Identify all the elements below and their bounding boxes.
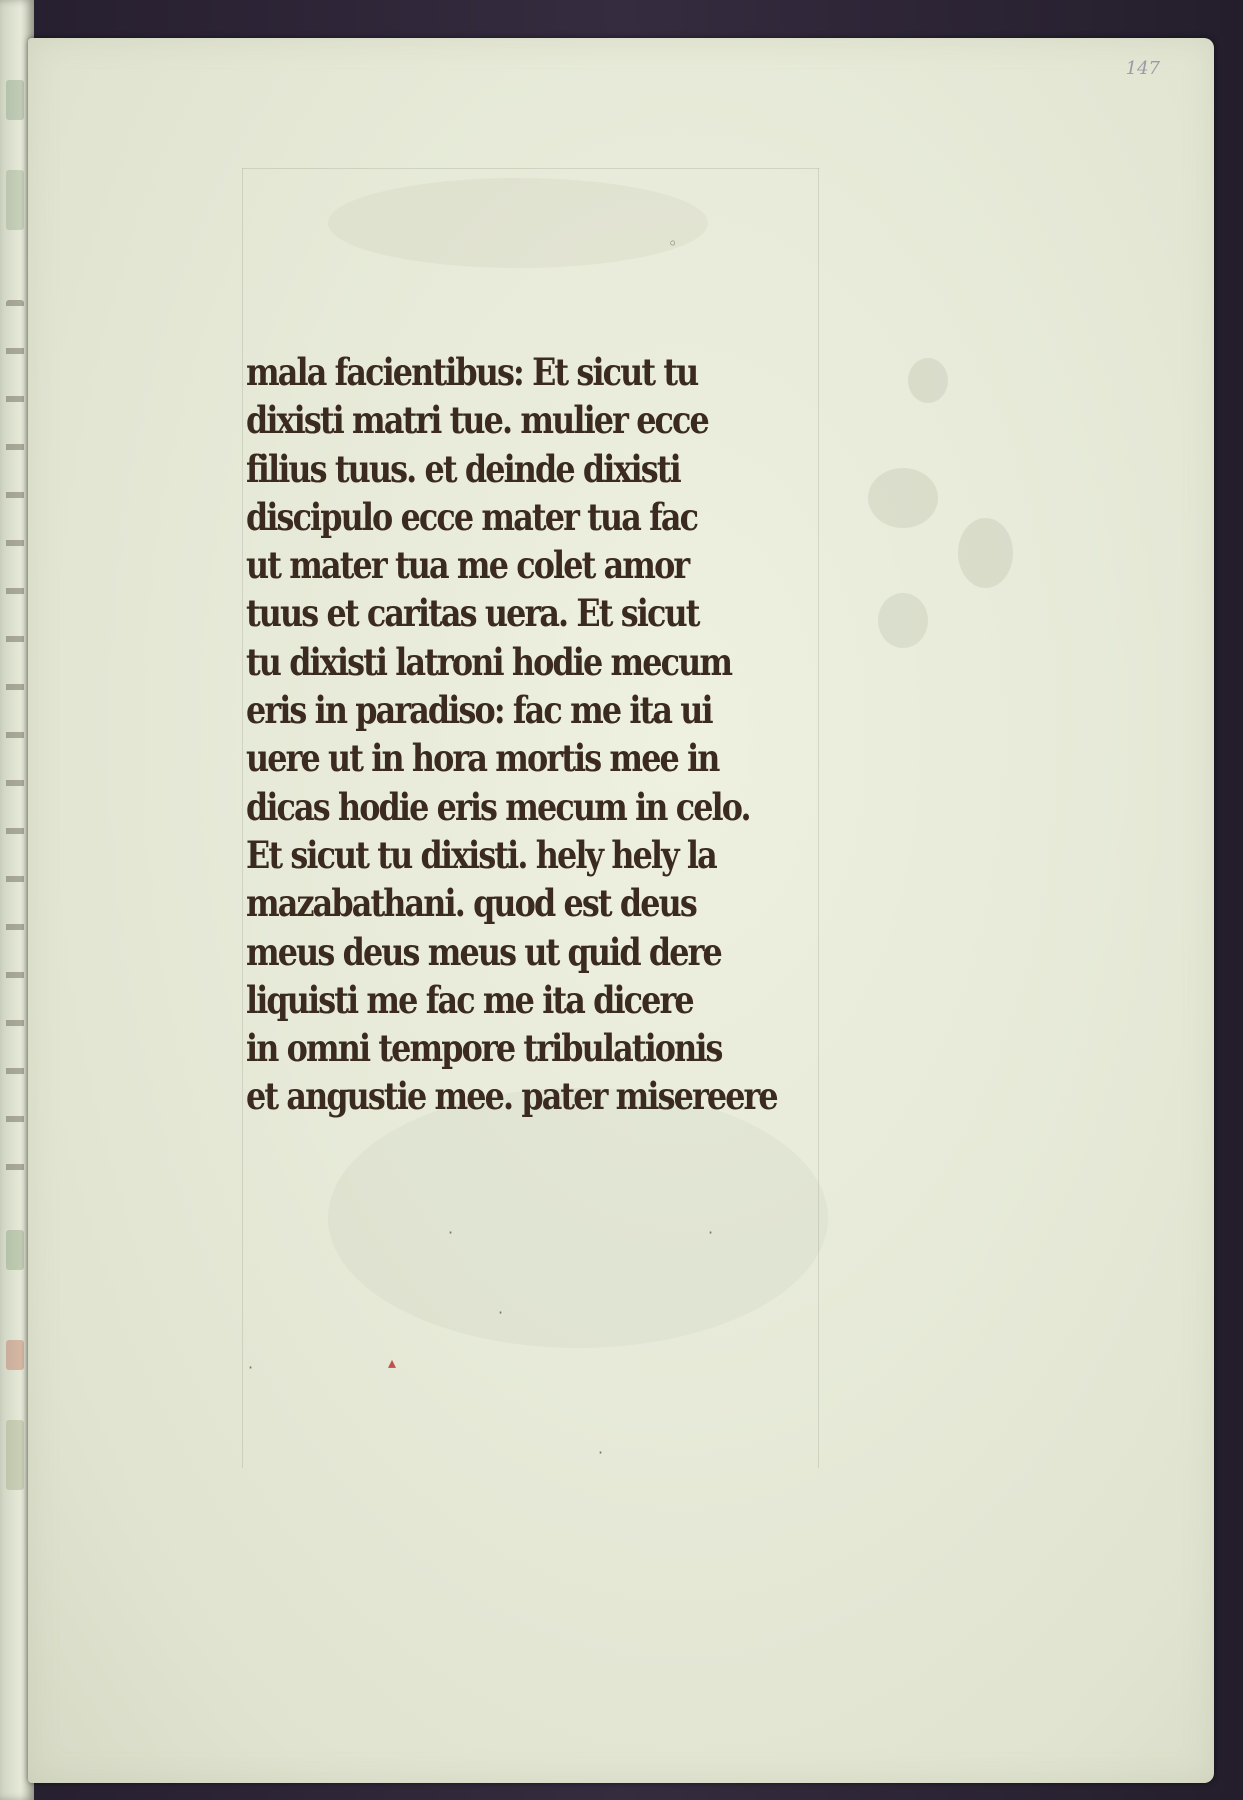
text-line: eris in paradiso: fac me ita ui [246, 688, 712, 733]
facing-page-decoration [6, 1420, 24, 1490]
facing-page-decoration [6, 80, 24, 120]
text-line: et angustie mee. pater misereere [246, 1074, 777, 1119]
ink-speck: ▴ [388, 1353, 397, 1372]
ink-speck: · [248, 1358, 254, 1377]
text-line: mazabathani. quod est deus [246, 881, 696, 926]
show-through-blot [868, 468, 938, 528]
show-through-blot [958, 518, 1013, 588]
text-line: meus deus meus ut quid dere [246, 929, 721, 974]
text-line: liquisti me fac me ita dicere [246, 977, 693, 1022]
folio-number: 147 [1125, 58, 1160, 79]
ink-speck: · [708, 1223, 714, 1242]
text-line: tu dixisti latroni hodie mecum [246, 639, 732, 684]
ink-speck: · [498, 1303, 504, 1322]
text-line: Et sicut tu dixisti. hely hely la [246, 832, 716, 877]
show-through-text [328, 1088, 828, 1348]
show-through-text [328, 178, 708, 268]
text-line: ut mater tua me colet amor [246, 543, 689, 588]
text-line: mala facientibus: Et sicut tu [246, 350, 698, 394]
text-line: dicas hodie eris mecum in celo. [246, 784, 750, 829]
ink-speck: · [598, 1443, 604, 1462]
ink-speck: · [448, 1223, 454, 1242]
facing-page-decoration [6, 170, 24, 230]
text-line: filius tuus. et deinde dixisti [246, 446, 680, 491]
text-line: uere ut in hora mortis mee in [246, 736, 719, 781]
ink-speck: ◦ [668, 234, 678, 253]
text-line: dixisti matri tue. mulier ecce [246, 398, 708, 443]
show-through-blot [908, 358, 948, 403]
ruling-line-right [818, 168, 819, 1468]
text-line: in omni tempore tribulationis [246, 1026, 722, 1071]
manuscript-leaf [28, 38, 1214, 1783]
text-line: tuus et caritas uera. Et sicut [246, 591, 699, 636]
text-line: discipulo ecce mater tua fac [246, 494, 698, 539]
show-through-blot [878, 593, 928, 648]
ruling-line-left [242, 168, 243, 1468]
facing-page-decoration [6, 1340, 24, 1370]
facing-page-text-edge [6, 300, 24, 1200]
text-block [246, 348, 786, 1121]
ruling-line-top [242, 168, 819, 169]
facing-page-decoration [6, 1230, 24, 1270]
